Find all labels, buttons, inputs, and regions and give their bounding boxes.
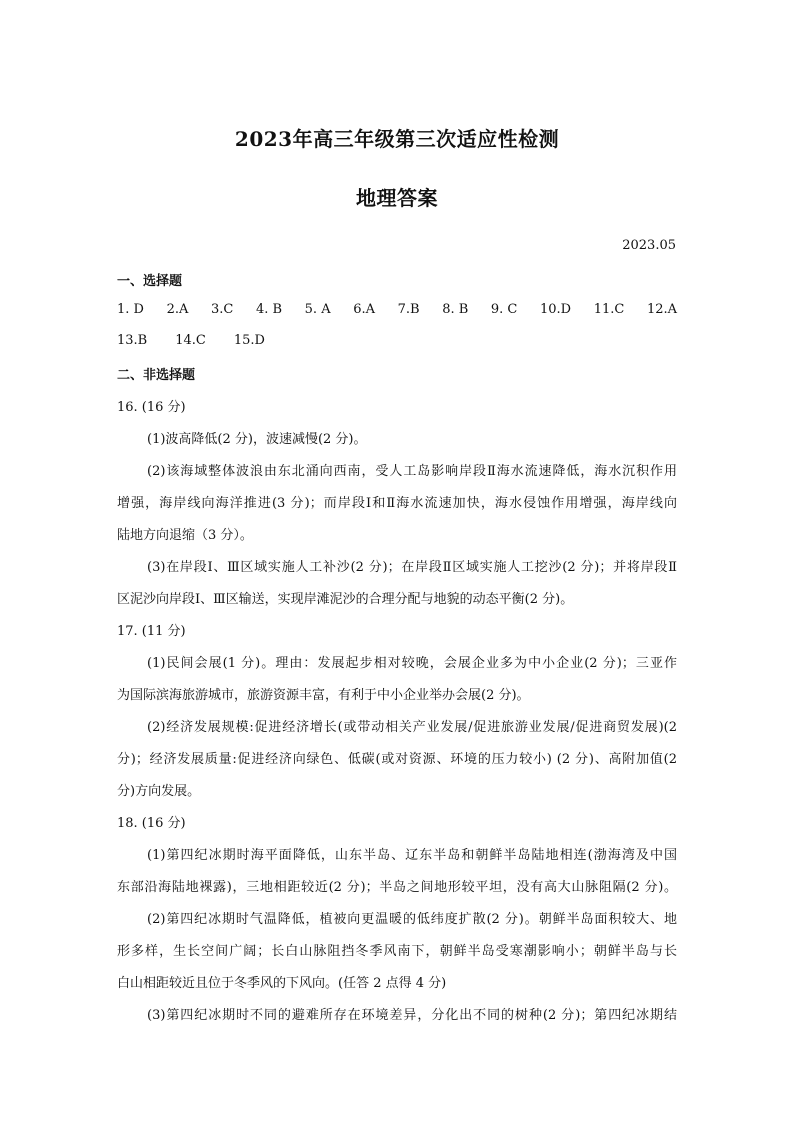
choice-answer: 2.A bbox=[166, 302, 189, 317]
question-18-text: 东部沿海陆地裸露)，三地相距较近(2 分)；半岛之间地形较平坦，没有高大山脉阻隔(2 分)。 bbox=[117, 880, 677, 895]
question-16-text: 区泥沙向岸段Ⅰ、Ⅲ区输送，实现岸滩泥沙的合理分配与地貌的动态平衡(2 分)。 bbox=[117, 592, 574, 607]
choice-answers-row-1 bbox=[117, 302, 677, 317]
question-18-text: (1)第四纪冰期时海平面降低，山东半岛、辽东半岛和朝鲜半岛陆地相连(渤海湾及中国 bbox=[147, 848, 677, 863]
section-heading-nonchoice: 二、非选择题 bbox=[117, 368, 196, 383]
choice-answer: 9. C bbox=[490, 302, 518, 317]
choice-answer: 8. B bbox=[442, 302, 469, 317]
question-16-text: 增强，海岸线向海洋推进(3 分)；而岸段Ⅰ和Ⅱ海水流速加快，海水侵蚀作用增强，海岸线向 bbox=[117, 496, 677, 511]
question-18-text: 白山相距较近且位于冬季风的下风向。(任答 2 点得 4 分) bbox=[117, 976, 447, 991]
question-16-text: (3)在岸段Ⅰ、Ⅲ区域实施人工补沙(2 分)；在岸段Ⅱ区域实施人工挖沙(2 分)；并将岸段Ⅱ bbox=[147, 560, 677, 575]
choice-answer: 6.A bbox=[353, 302, 375, 317]
question-16-text: (2)该海域整体波浪由东北涌向西南，受人工岛影响岸段Ⅱ海水流速降低，海水沉积作用 bbox=[147, 464, 677, 479]
choice-answers-row-2 bbox=[117, 333, 677, 348]
question-18-text: (3)第四纪冰期时不同的避难所存在环境差异，分化出不同的树种(2 分)；第四纪冰期结 bbox=[147, 1008, 677, 1023]
choice-answer: 15.D bbox=[233, 333, 265, 348]
question-17-text: 分)方向发展。 bbox=[117, 784, 201, 799]
choice-answer: 10.D bbox=[539, 302, 572, 317]
choice-answer: 14.C bbox=[175, 333, 206, 348]
question-18-text: 形多样，生长空间广阔；长白山脉阻挡冬季风南下，朝鲜半岛受寒潮影响小；朝鲜半岛与长 bbox=[117, 944, 677, 959]
choice-answer: 4. B bbox=[255, 302, 283, 317]
exam-subtitle: 地理答案 bbox=[356, 186, 438, 210]
question-17-text: 为国际滨海旅游城市，旅游资源丰富，有利于中小企业举办会展(2 分)。 bbox=[117, 688, 530, 703]
question-17-text: (1)民间会展(1 分)。理由：发展起步相对较晚，会展企业多为中小企业(2 分)；三亚作 bbox=[147, 656, 677, 671]
question-17-text: 分)；经济发展质量:促进经济向绿色、低碳(或对资源、环境的压力较小) (2 分)、高附加值(2 bbox=[117, 752, 677, 767]
choice-answer: 3.C bbox=[210, 302, 234, 317]
question-17-label: 17. (11 分) bbox=[117, 624, 186, 639]
choice-answer: 1. D bbox=[117, 302, 144, 317]
question-18-label: 18. (16 分) bbox=[117, 816, 186, 831]
exam-title: 2023年高三年级第三次适应性检测 bbox=[234, 127, 560, 151]
choice-answer: 7.B bbox=[397, 302, 420, 317]
choice-answer: 5. A bbox=[304, 302, 331, 317]
question-17-text: (2)经济发展规模:促进经济增长(或带动相关产业发展/促进旅游业发展/促进商贸发展)(2 bbox=[147, 720, 677, 735]
section-heading-choice: 一、选择题 bbox=[117, 274, 183, 289]
question-16-text: 陆地方向退缩（3 分）。 bbox=[117, 528, 253, 543]
choice-answer: 12.A bbox=[646, 302, 677, 317]
choice-answer: 11.C bbox=[593, 302, 625, 317]
choice-answer: 13.B bbox=[117, 333, 148, 348]
question-16-text: (1)波高降低(2 分)，波速减慢(2 分)。 bbox=[147, 432, 367, 447]
exam-date: 2023.05 bbox=[622, 238, 676, 253]
question-18-text: (2)第四纪冰期时气温降低，植被向更温暖的低纬度扩散(2 分)。朝鲜半岛面积较大、地 bbox=[147, 912, 677, 927]
question-16-label: 16. (16 分) bbox=[117, 400, 186, 415]
